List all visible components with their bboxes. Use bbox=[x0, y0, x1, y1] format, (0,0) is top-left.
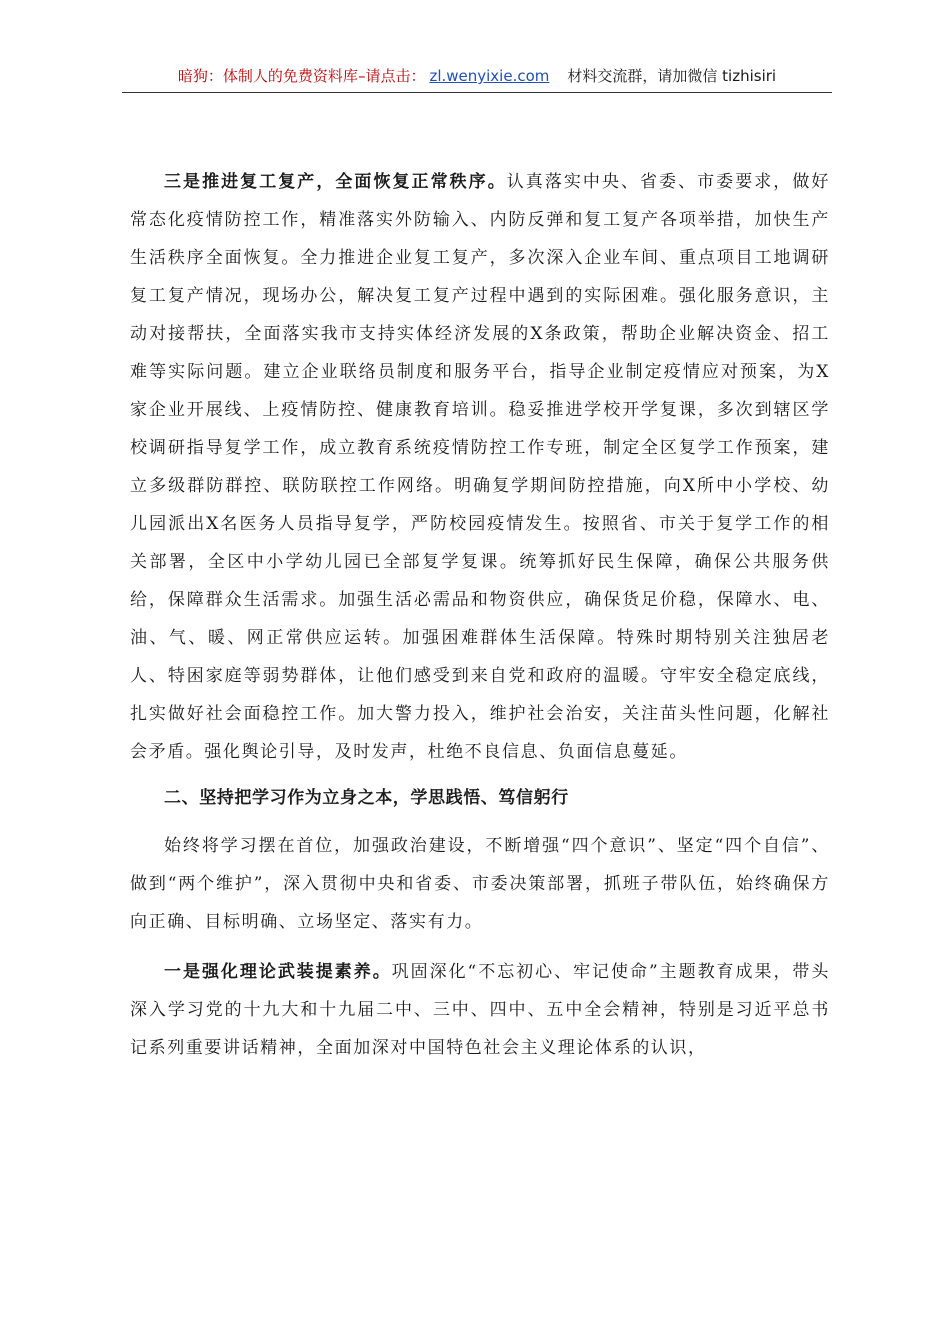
paragraph-text: 始终将学习摆在首位，加强政治建设，不断增强“四个意识”、坚定“四个自信”、做到“两个维护”，深入贯彻中央和省委、市委决策部署，抓班子带队伍，始终确保方向正确、目标明确、立场坚定、落实有力。 bbox=[130, 836, 830, 932]
header-brand: 暗狗：体制人的免费资料库 bbox=[177, 67, 358, 85]
paragraph-text: 认真落实中央、省委、市委要求，做好常态化疫情防控工作，精准落实外防输入、内防反弹和复工复产各项举措，加快生产生活秩序全面恢复。全力推进企业复工复产，多次深入企业车间、重点项目工地调研复工复产情况，现场办公，解决复工复产过程中遇到的实际困难。强化服务意识，主动对接帮扶，全面落实我市支持实体经济发展的X条政策，帮助企业解决资金、招工难等实际问题。建立企业联络员制度和服务平台，指导企业制定疫情应对预案，为X家企业开展线、上疫情防控、健康教育培训。稳妥推进学校开学复课，多次到辖区学校调研指导复学工作，成立教育系统疫情防控工作专班，制定全区复学工作预案，建立多级群防群控、联防联控工作网络。明确复学期间防控措施，向X所中小学校、幼儿园派出X名医务人员指导复学，严防校园疫情发生。按照省、市关于复学工作的相关部署，全区中小学幼儿园已全部复学复课。统筹抓好民生保障，确保公共服务供给，保障群众生活需求。加强生活必需品和物资供应，确保货足价稳，保障水、电、油、气、暖、网正常供应运转。加强困难群体生活保障。特殊时期特别关注独居老人、特困家庭等弱势群体，让他们感受到来自党和政府的温暖。守牢安全稳定底线，扎实做好社会面稳控工作。加大警力投入，维护社会治安，关注苗头性问题，化解社会矛盾。强化舆论引导，及时发声，杜绝不良信息、负面信息蔓延。 bbox=[130, 172, 830, 762]
page-header bbox=[122, 62, 832, 93]
header-link[interactable]: zl.wenyixie.com bbox=[429, 67, 550, 85]
header-group-note: 材料交流群，请加微信 tizhisiri bbox=[567, 67, 777, 85]
paragraph-study-first bbox=[130, 827, 830, 941]
paragraph-lead: 三是推进复工复产，全面恢复正常秩序。 bbox=[164, 172, 507, 192]
paragraph-text: 巩固深化“不忘初心、牢记使命”主题教育成果，带头深入学习党的十九大和十九届二中、三中、四中、五中全会精神，特别是习近平总书记系列重要讲话精神，全面加深对中国特色社会主义理论体系的认识， bbox=[130, 962, 831, 1058]
paragraph-theory bbox=[130, 953, 830, 1067]
paragraph-resume-work bbox=[130, 163, 830, 771]
document-body bbox=[130, 163, 830, 1067]
paragraph-lead: 一是强化理论武装提素养。 bbox=[164, 962, 392, 982]
section-heading: 二、坚持把学习作为立身之本，学思践悟、笃信躬行 bbox=[164, 788, 569, 808]
header-prompt: –请点击： bbox=[357, 67, 426, 85]
